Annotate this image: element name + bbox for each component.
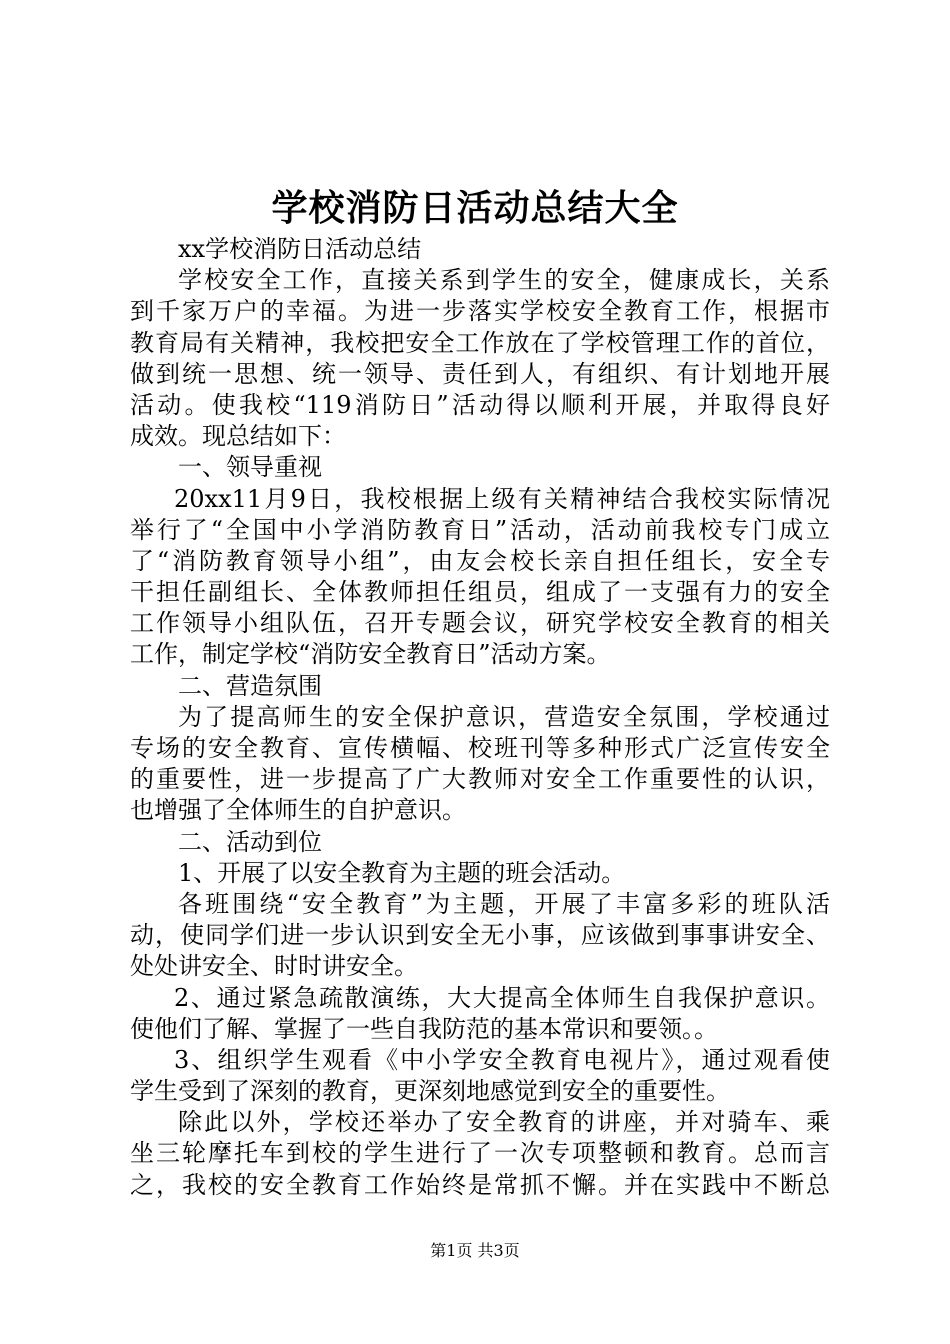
paragraph-line: 的重要性，进一步提高了广大教师对安全工作重要性的认识， xyxy=(130,765,830,794)
paragraph-line: 除此以外，学校还举办了安全教育的讲座，并对骑车、乘 xyxy=(178,1108,830,1137)
paragraph-line: 坐三轮摩托车到校的学生进行了一次专项整顿和教育。总而言 xyxy=(130,1139,830,1168)
paragraph-line: 学校安全工作，直接关系到学生的安全，健康成长，关系 xyxy=(178,266,830,295)
paragraph-line: 20xx11月9日，我校根据上级有关精神结合我校实际情况 xyxy=(174,484,830,513)
paragraph-line: 举行了“全国中小学消防教育日”活动，活动前我校专门成立 xyxy=(130,515,830,544)
paragraph-line: 专场的安全教育、宣传横幅、校班刊等多种形式广泛宣传安全 xyxy=(130,734,830,762)
paragraph-line: 2、通过紧急疏散演练，大大提高全体师生自我保护意识。 xyxy=(174,983,830,1012)
section-heading: 二、营造氛围 xyxy=(178,671,322,700)
document-title: 学校消防日活动总结大全 xyxy=(271,187,679,229)
paragraph-line: 学生受到了深刻的教育，更深刻地感觉到安全的重要性。 xyxy=(130,1077,730,1106)
document-body xyxy=(130,234,830,1201)
paragraph-line: 成效。现总结如下： xyxy=(130,422,346,451)
paragraph-line: 各班围绕“安全教育”为主题，开展了丰富多彩的班队活 xyxy=(178,889,830,918)
section-heading: 一、领导重视 xyxy=(178,453,322,482)
paragraph-line: 到千家万户的幸福。为进一步落实学校安全教育工作，根据市 xyxy=(130,297,830,326)
paragraph-line: 也增强了全体师生的自护意识。 xyxy=(130,796,466,825)
paragraph-line: 使他们了解、掌握了一些自我防范的基本常识和要领。。 xyxy=(130,1014,718,1043)
paragraph-line: 1、开展了以安全教育为主题的班会活动。 xyxy=(178,858,626,887)
paragraph-line: 3、组织学生观看《中小学安全教育电视片》，通过观看使 xyxy=(174,1045,830,1074)
paragraph-line: 做到统一思想、统一领导、责任到人，有组织、有计划地开展 xyxy=(130,359,830,388)
paragraph-line: 之，我校的安全教育工作始终是常抓不懈。并在实践中不断总 xyxy=(130,1170,830,1199)
paragraph-line: 工作，制定学校“消防安全教育日”活动方案。 xyxy=(130,640,611,669)
page-number: 第1页 共3页 xyxy=(430,1241,520,1260)
paragraph-line: 处处讲安全、时时讲安全。 xyxy=(130,952,418,981)
paragraph-line: 为了提高师生的安全保护意识，营造安全氛围，学校通过 xyxy=(178,702,830,731)
subtitle-line: xx学校消防日活动总结 xyxy=(178,235,422,263)
section-heading: 二、活动到位 xyxy=(178,827,322,856)
paragraph-line: 了“消防教育领导小组”，由友会校长亲自担任组长，安全专 xyxy=(130,546,830,575)
paragraph-line: 工作领导小组队伍，召开专题会议，研究学校安全教育的相关 xyxy=(130,609,830,638)
paragraph-line: 教育局有关精神，我校把安全工作放在了学校管理工作的首位， xyxy=(130,328,830,357)
paragraph-line: 干担任副组长、全体教师担任组员，组成了一支强有力的安全 xyxy=(130,578,830,607)
paragraph-line: 动，使同学们进一步认识到安全无小事，应该做到事事讲安全、 xyxy=(130,921,830,950)
paragraph-line: 活动。使我校“119消防日”活动得以顺利开展，并取得良好 xyxy=(130,390,830,419)
